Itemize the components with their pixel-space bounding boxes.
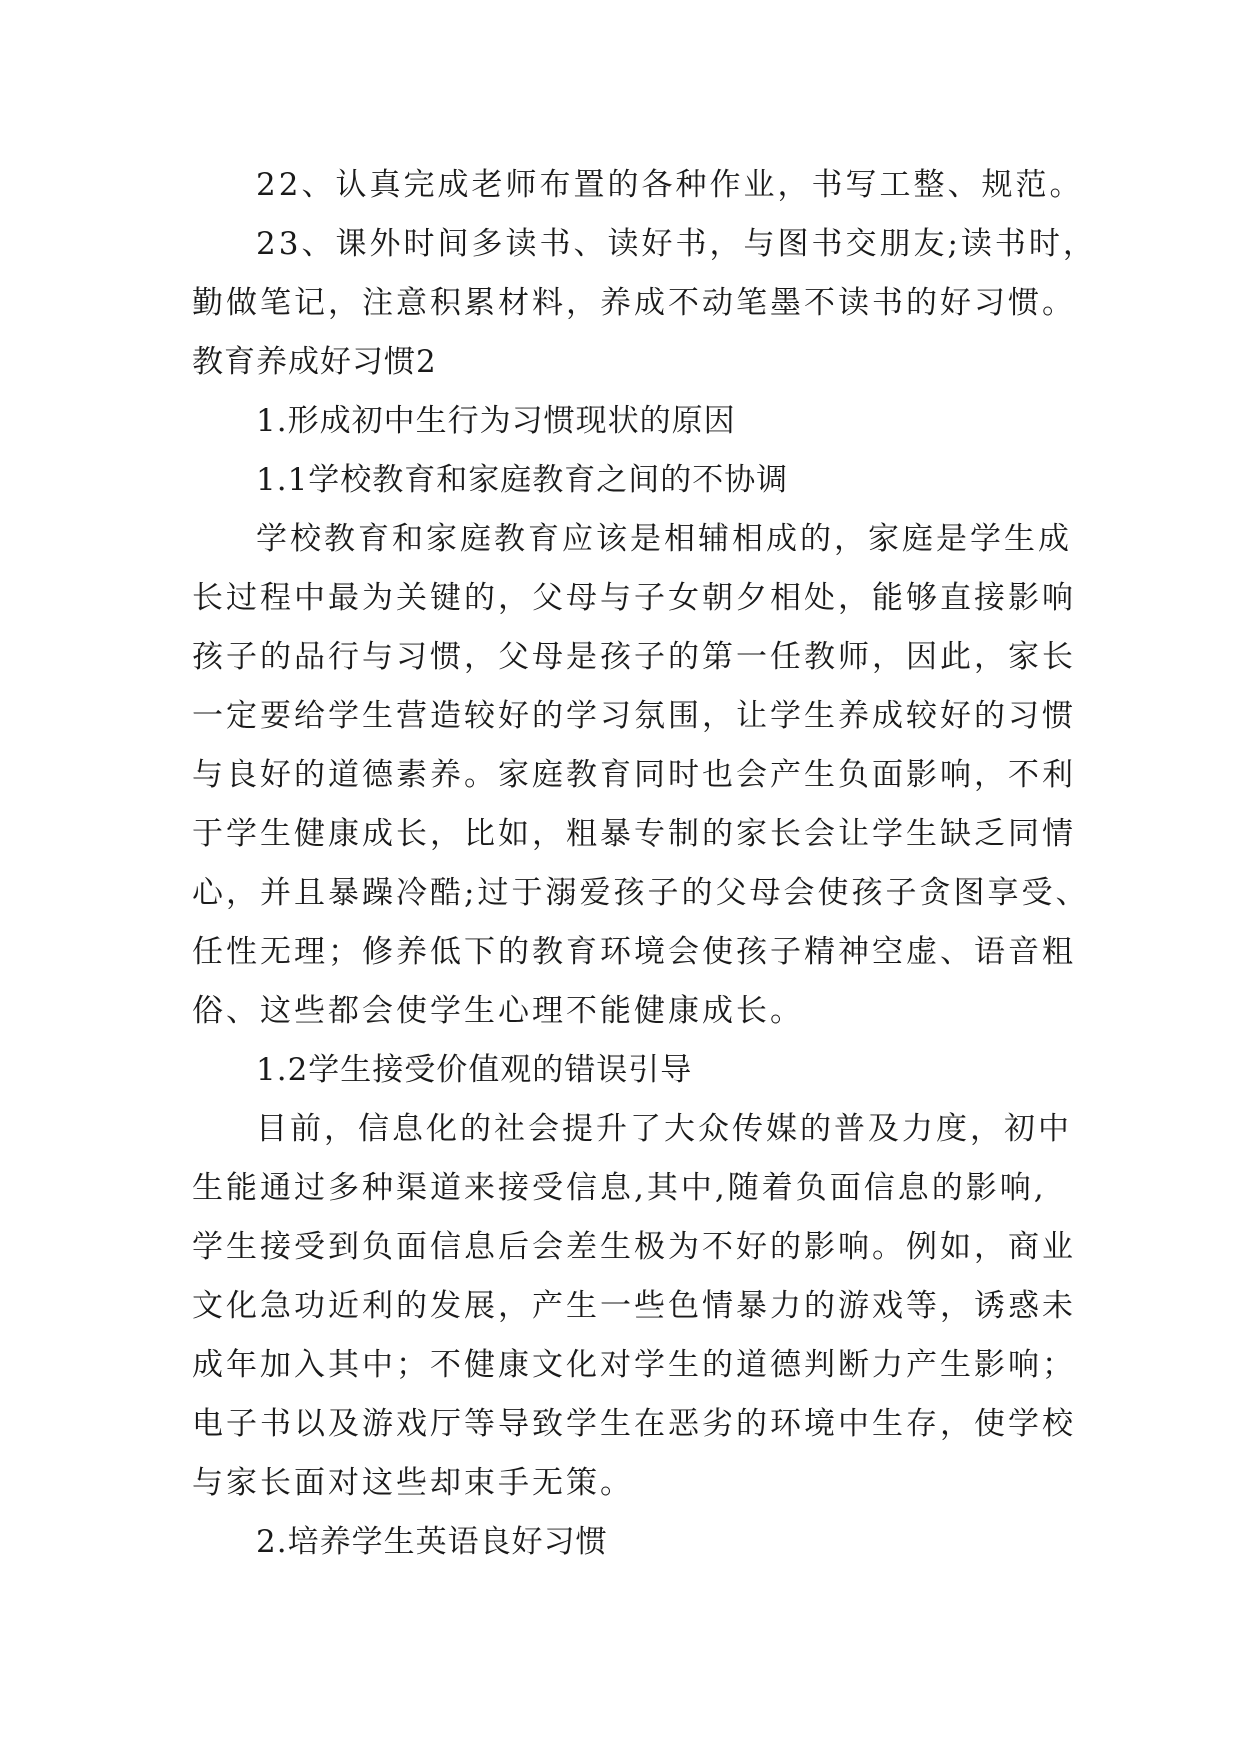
paragraph-line: 任性无理；修养低下的教育环境会使孩子精神空虚、语音粗 [192, 934, 1076, 970]
paragraph-line: 于学生健康成长，比如，粗暴专制的家长会让学生缺乏同情 [192, 816, 1076, 852]
paragraph-line: 与家长面对这些却束手无策。 [192, 1465, 634, 1501]
paragraph-line: 电子书以及游戏厅等导致学生在恶劣的环境中生存，使学校 [192, 1406, 1076, 1442]
paragraph-line: 23、课外时间多读书、读好书，与图书交朋友;读书时， [256, 226, 1097, 262]
paragraph-line: 生能通过多种渠道来接受信息,其中,随着负面信息的影响, [192, 1170, 1047, 1206]
paragraph-line: 勤做笔记，注意积累材料，养成不动笔墨不读书的好习惯。 [192, 285, 1076, 321]
paragraph-line: 长过程中最为关键的，父母与子女朝夕相处，能够直接影响 [192, 580, 1076, 616]
subsection-heading: 1.2学生接受价值观的错误引导 [256, 1052, 693, 1088]
subsection-heading: 1.形成初中生行为习惯现状的原因 [256, 403, 736, 439]
paragraph-line: 孩子的品行与习惯，父母是孩子的第一任教师，因此，家长 [192, 639, 1076, 675]
paragraph-line: 学生接受到负面信息后会差生极为不好的影响。例如，商业 [192, 1229, 1076, 1265]
paragraph-line: 目前，信息化的社会提升了大众传媒的普及力度，初中 [256, 1111, 1072, 1147]
subsection-heading: 1.1学校教育和家庭教育之间的不协调 [256, 462, 789, 498]
section-heading: 教育养成好习惯2 [192, 344, 437, 380]
paragraph-line: 一定要给学生营造较好的学习氛围，让学生养成较好的习惯 [192, 698, 1076, 734]
paragraph-line: 与良好的道德素养。家庭教育同时也会产生负面影响，不利 [192, 757, 1076, 793]
paragraph-line: 文化急功近利的发展，产生一些色情暴力的游戏等，诱惑未 [192, 1288, 1076, 1324]
paragraph-line: 学校教育和家庭教育应该是相辅相成的，家庭是学生成 [256, 521, 1072, 557]
section-heading: 2.培养学生英语良好习惯 [256, 1524, 608, 1560]
paragraph-line: 俗、这些都会使学生心理不能健康成长。 [192, 993, 804, 1029]
paragraph-line: 成年加入其中；不健康文化对学生的道德判断力产生影响； [192, 1347, 1076, 1383]
paragraph-line: 心，并且暴躁冷酷;过于溺爱孩子的父母会使孩子贪图享受、 [192, 875, 1090, 911]
paragraph-line: 22、认真完成老师布置的各种作业，书写工整、规范。 [256, 167, 1084, 203]
